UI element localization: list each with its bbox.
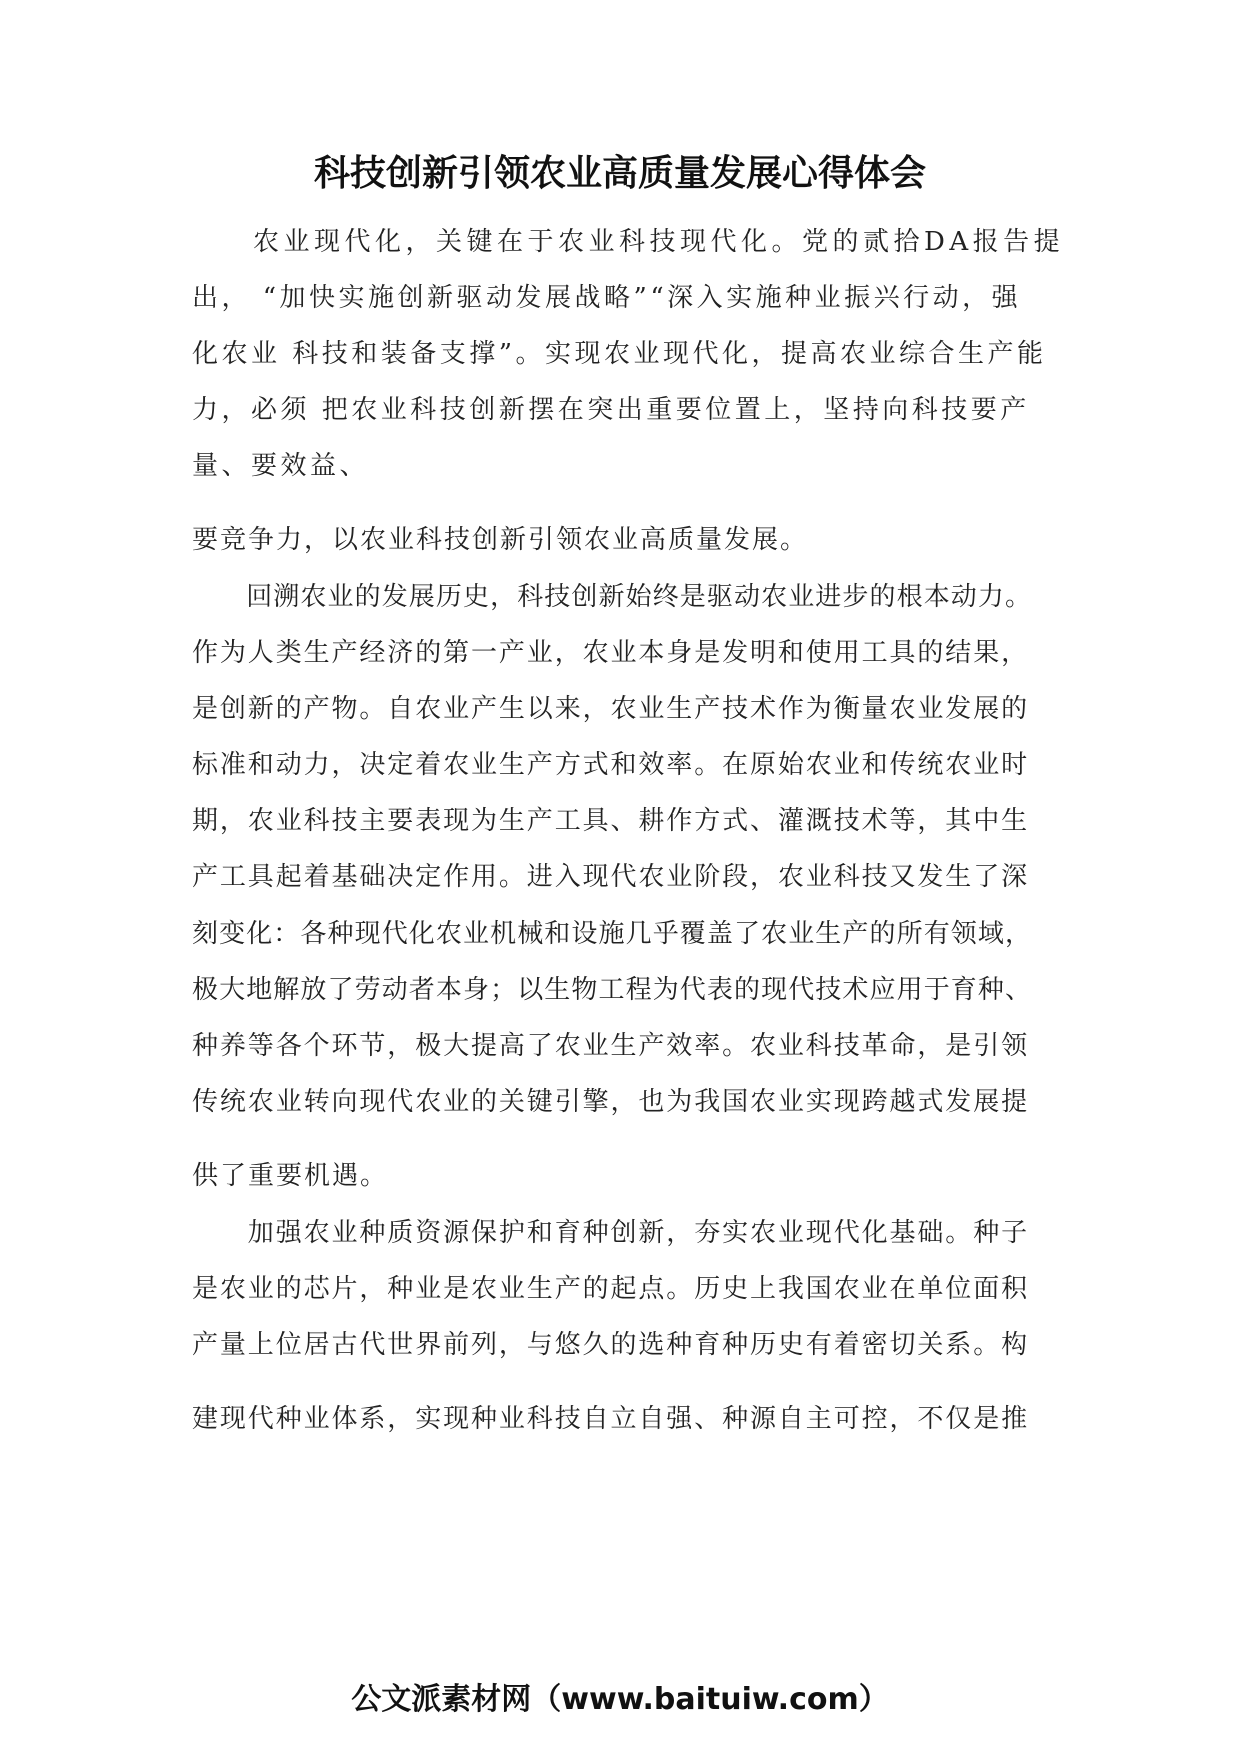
body-line: 期，农业科技主要表现为生产工具、耕作方式、灌溉技术等，其中生 bbox=[192, 806, 1030, 836]
body-line: 农业现代化，关键在于农业科技现代化。党的贰拾DA报告提 bbox=[192, 227, 1065, 257]
body-line: 是创新的产物。自农业产生以来，农业生产技术作为衡量农业发展的 bbox=[192, 694, 1030, 724]
body-line: 供了重要机遇。 bbox=[192, 1161, 389, 1191]
body-line: 极大地解放了劳动者本身；以生物工程为代表的现代技术应用于育种、 bbox=[192, 975, 1033, 1005]
body-line: 产量上位居古代世界前列，与悠久的选种育种历史有着密切关系。构 bbox=[192, 1330, 1030, 1360]
body-line: 回溯农业的发展历史，科技创新始终是驱动农业进步的根本动力。 bbox=[192, 582, 1033, 612]
body-line: 出， “加快实施创新驱动发展战略”“深入实施种业振兴行动，强 bbox=[192, 283, 1022, 313]
body-line: 产工具起着基础决定作用。进入现代农业阶段，农业科技又发生了深 bbox=[192, 862, 1030, 892]
website-footer: 公文派素材网（www.baituiw.com） bbox=[351, 1682, 889, 1717]
body-line: 标准和动力，决定着农业生产方式和效率。在原始农业和传统农业时 bbox=[192, 750, 1030, 780]
body-line: 种养等各个环节，极大提高了农业生产效率。农业科技革命，是引领 bbox=[192, 1031, 1030, 1061]
body-line: 是农业的芯片，种业是农业生产的起点。历史上我国农业在单位面积 bbox=[192, 1274, 1030, 1304]
document-title: 科技创新引领农业高质量发展心得体会 bbox=[313, 153, 926, 194]
body-line: 化农业 科技和装备支撑”。实现农业现代化，提高农业综合生产能 bbox=[192, 339, 1047, 369]
body-line: 作为人类生产经济的第一产业，农业本身是发明和使用工具的结果， bbox=[192, 638, 1030, 668]
body-line: 加强农业种质资源保护和育种创新，夯实农业现代化基础。种子 bbox=[192, 1218, 1030, 1248]
body-line: 刻变化：各种现代化农业机械和设施几乎覆盖了农业生产的所有领域， bbox=[192, 919, 1033, 949]
body-line: 建现代种业体系，实现种业科技自立自强、种源自主可控，不仅是推 bbox=[192, 1404, 1030, 1434]
body-line: 力，必须 把农业科技创新摆在突出重要位置上，坚持向科技要产 bbox=[192, 395, 1030, 425]
body-line: 量、要效益、 bbox=[192, 451, 370, 481]
body-line: 传统农业转向现代农业的关键引擎，也为我国农业实现跨越式发展提 bbox=[192, 1087, 1030, 1117]
body-line: 要竞争力，以农业科技创新引领农业高质量发展。 bbox=[192, 525, 809, 555]
